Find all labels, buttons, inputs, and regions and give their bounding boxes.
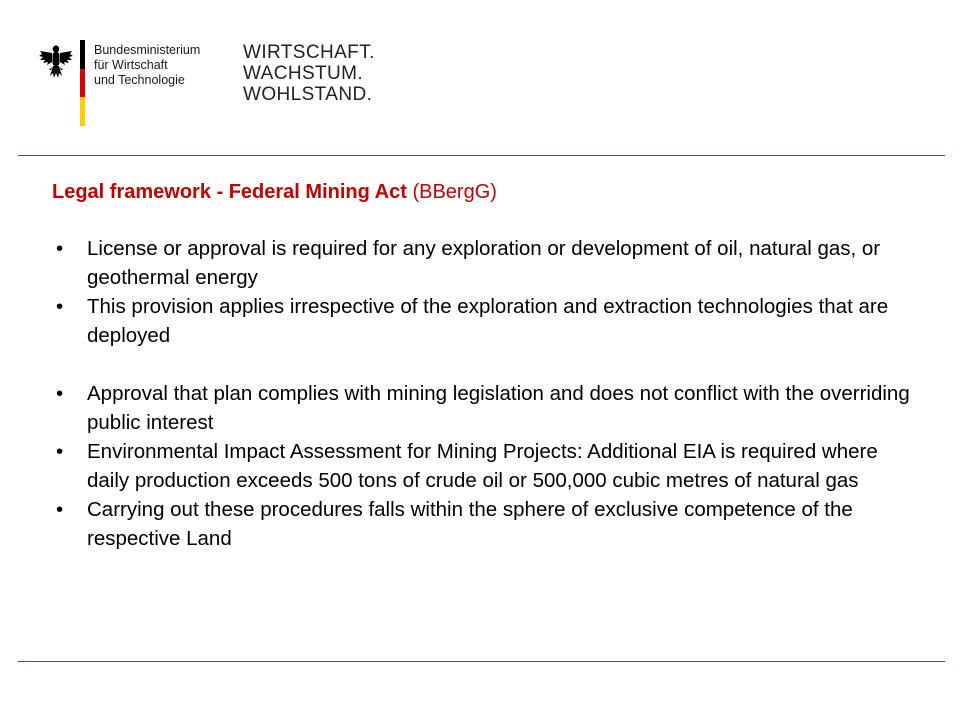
slide-title-suffix: (BBergG) (406, 181, 497, 203)
slide-content (52, 178, 922, 553)
list-item (52, 379, 922, 437)
flag-stripe-black (80, 40, 85, 69)
slogan (243, 42, 375, 105)
bullet-list-2 (52, 379, 922, 553)
slogan-line: WIRTSCHAFT. (243, 42, 375, 63)
list-item-text: This provision applies irrespective of the exploration and extraction technologies that are deployed (87, 295, 889, 347)
list-item-text: Environmental Impact Assessment for Mining Projects: Additional EIA is required where daily production exceeds 500 tons of crude oil or 500,000 cubic metres of natural gas (87, 440, 878, 492)
ministry-logo (38, 40, 398, 130)
ministry-line: für Wirtschaft (94, 58, 168, 72)
federal-eagle-icon (38, 42, 74, 82)
slogan-line: WACHSTUM. (243, 63, 364, 84)
bullet-icon: • (56, 498, 64, 521)
slide-title-bold: Legal framework - Federal Mining Act (52, 181, 407, 203)
slide-title (52, 178, 922, 206)
list-item (52, 495, 922, 553)
bullet-icon: • (56, 295, 64, 318)
ministry-line: Bundesministerium (94, 43, 201, 57)
bullet-icon: • (56, 382, 64, 405)
list-item-text: Approval that plan complies with mining legislation and does not conflict with the overriding public interest (87, 382, 910, 434)
ministry-line: und Technologie (94, 73, 185, 87)
list-item-text: License or approval is required for any exploration or development of oil, natural gas, or geothermal energy (87, 237, 881, 289)
slogan-line: WOHLSTAND. (243, 84, 373, 105)
list-item (52, 292, 922, 350)
list-item-text: Carrying out these procedures falls within the sphere of exclusive competence of the respective Land (87, 498, 853, 550)
flag-stripe-red (80, 69, 85, 98)
ministry-name (94, 43, 200, 88)
bottom-divider (18, 661, 945, 662)
bullet-list-1 (52, 234, 922, 350)
top-divider (18, 155, 945, 156)
flag-stripe-gold (80, 97, 85, 126)
bullet-icon: • (56, 237, 64, 260)
bullet-icon: • (56, 440, 64, 463)
list-spacer (52, 350, 922, 379)
flag-bar (80, 40, 85, 126)
list-item (52, 234, 922, 292)
list-item (52, 437, 922, 495)
